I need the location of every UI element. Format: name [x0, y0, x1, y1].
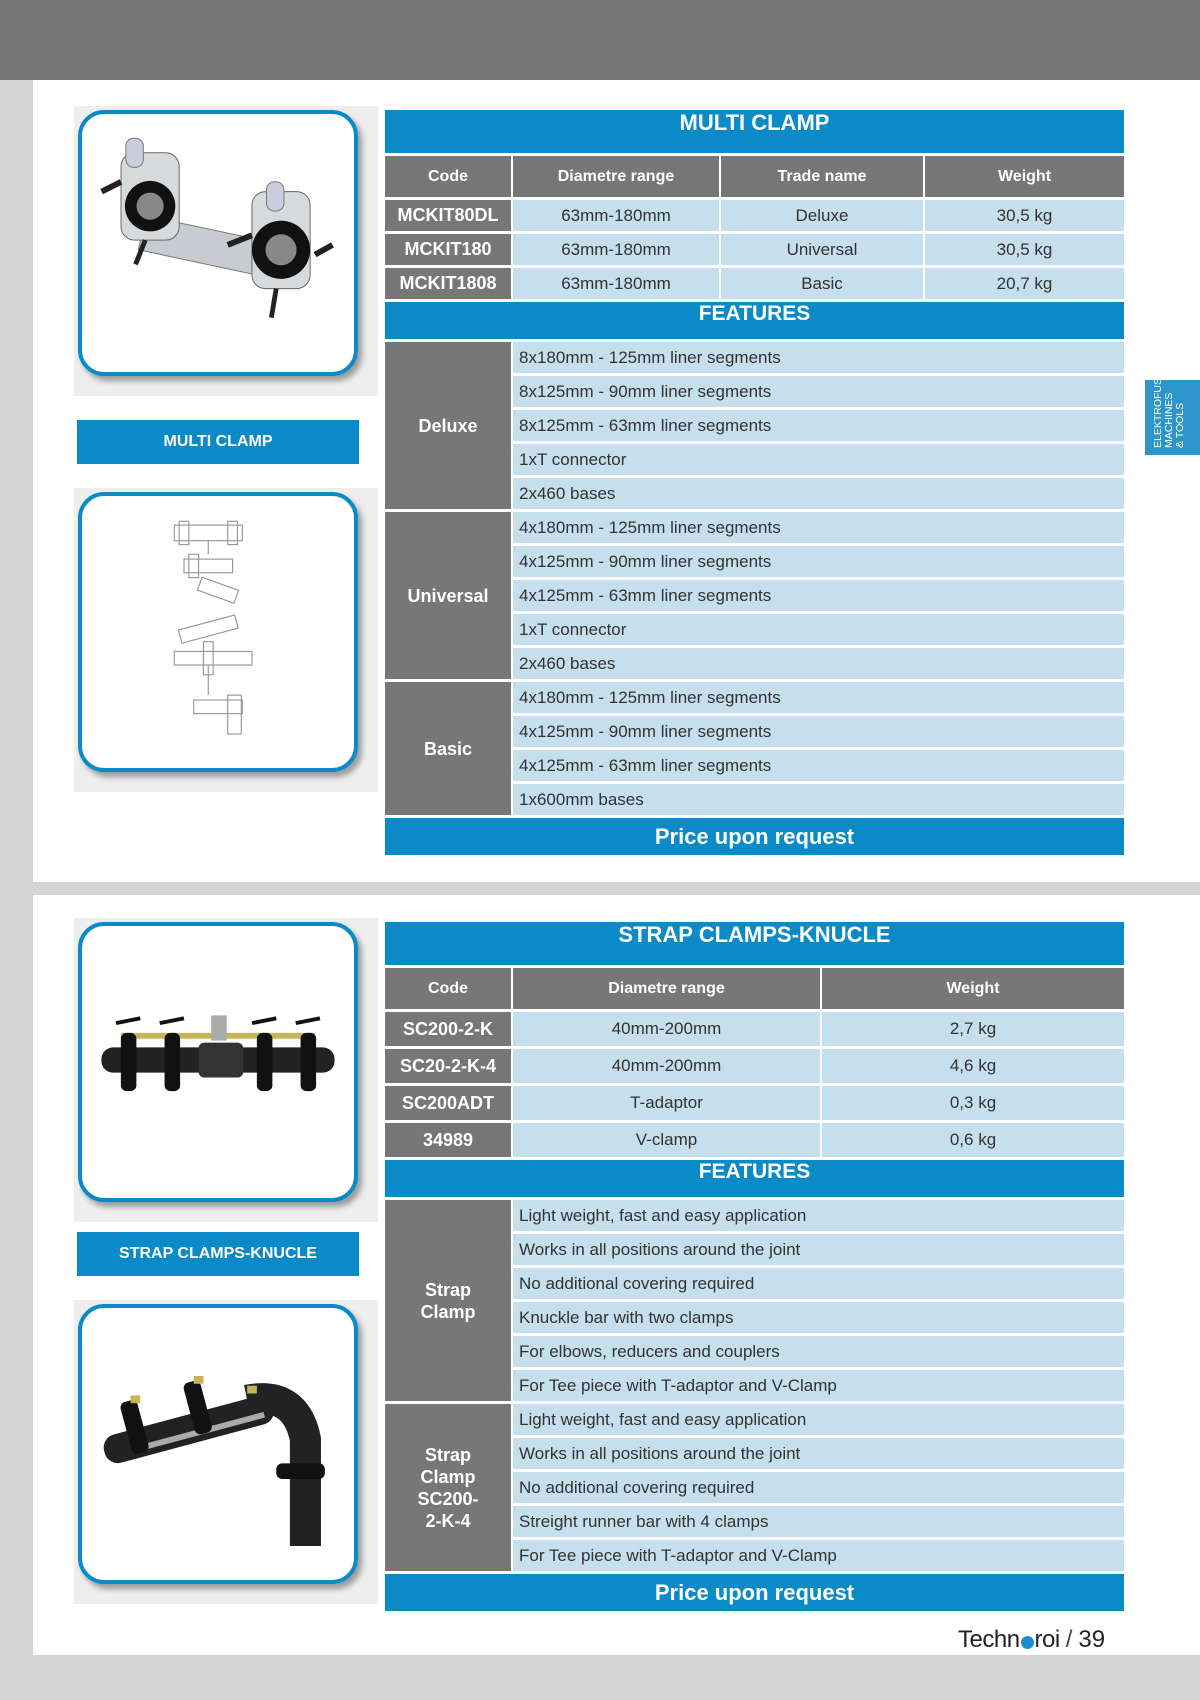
cell-diametre: 40mm-200mm	[513, 1049, 820, 1083]
feature-group-label: Strap Clamp	[385, 1200, 511, 1401]
feature-item: 4x125mm - 63mm liner segments	[513, 750, 1124, 781]
feature-item: 4x125mm - 63mm liner segments	[513, 580, 1124, 611]
feature-item: For Tee piece with T-adaptor and V-Clamp	[513, 1370, 1124, 1401]
table-row	[385, 1086, 1124, 1120]
strap-clamps-elbow-photo	[74, 1300, 378, 1604]
feature-item: 8x125mm - 90mm liner segments	[513, 376, 1124, 407]
top-bar	[0, 0, 1200, 80]
feature-item: 2x460 bases	[513, 478, 1124, 509]
feature-item: 4x125mm - 90mm liner segments	[513, 716, 1124, 747]
cell-code: 34989	[385, 1123, 511, 1157]
strap-clamps-caption: STRAP CLAMPS-KNUCLE	[77, 1232, 359, 1276]
side-tab-label: ELEKTROFUSION MACHINES & TOOLS	[1152, 359, 1186, 448]
feature-item: No additional covering required	[513, 1472, 1124, 1503]
cell-trade-name: Universal	[721, 234, 923, 265]
strap-clamps-photo	[74, 918, 378, 1222]
col-header-weight: Weight	[925, 156, 1124, 197]
col-header-diametre: Diametre range	[513, 968, 820, 1009]
feature-group-basic	[385, 682, 1124, 815]
brand-logo: Techn roi	[958, 1626, 1060, 1653]
cell-weight: 2,7 kg	[822, 1012, 1124, 1046]
feature-item: Light weight, fast and easy application	[513, 1404, 1124, 1435]
feature-group-label: Strap Clamp SC200- 2-K-4	[385, 1404, 511, 1571]
feature-item: Works in all positions around the joint	[513, 1438, 1124, 1469]
table-row	[385, 200, 1124, 231]
cell-code: MCKIT80DL	[385, 200, 511, 231]
table-row	[385, 1012, 1124, 1046]
multi-clamp-photo	[74, 106, 378, 396]
feature-item: Streight runner bar with 4 clamps	[513, 1506, 1124, 1537]
feature-group-universal	[385, 512, 1124, 679]
cell-diametre: 40mm-200mm	[513, 1012, 820, 1046]
feature-group-label: Universal	[385, 512, 511, 679]
footer-separator: /	[1065, 1626, 1073, 1653]
feature-item: For elbows, reducers and couplers	[513, 1336, 1124, 1367]
cell-weight: 30,5 kg	[925, 234, 1124, 265]
page-footer	[958, 1624, 1105, 1656]
feature-item: For Tee piece with T-adaptor and V-Clamp	[513, 1540, 1124, 1571]
cell-diametre: 63mm-180mm	[513, 200, 719, 231]
cell-diametre: V-clamp	[513, 1123, 820, 1157]
feature-group-deluxe	[385, 342, 1124, 509]
feature-group-label: Basic	[385, 682, 511, 815]
cell-weight: 0,3 kg	[822, 1086, 1124, 1120]
multi-clamp-illustration	[82, 114, 354, 372]
table-row	[385, 268, 1124, 299]
features-title: FEATURES	[385, 302, 1124, 339]
feature-item: 1xT connector	[513, 614, 1124, 645]
feature-item: 1xT connector	[513, 444, 1124, 475]
cell-trade-name: Basic	[721, 268, 923, 299]
price-banner: Price upon request	[385, 1574, 1124, 1611]
feature-group-label: Deluxe	[385, 342, 511, 509]
col-header-code: Code	[385, 968, 511, 1009]
table-title: MULTI CLAMP	[385, 110, 1124, 153]
brand-dot-icon	[1021, 1636, 1034, 1649]
multi-clamp-drawing	[82, 496, 354, 768]
col-header-diametre: Diametre range	[513, 156, 719, 197]
strap-clamps-illustration	[82, 926, 354, 1198]
feature-item: 2x460 bases	[513, 648, 1124, 679]
cell-code: SC200-2-K	[385, 1012, 511, 1046]
feature-item: 1x600mm bases	[513, 784, 1124, 815]
feature-group-strap-clamp-sc200	[385, 1404, 1124, 1571]
table-row	[385, 234, 1124, 265]
cell-weight: 0,6 kg	[822, 1123, 1124, 1157]
feature-item: Works in all positions around the joint	[513, 1234, 1124, 1265]
cell-diametre: 63mm-180mm	[513, 268, 719, 299]
cell-trade-name: Deluxe	[721, 200, 923, 231]
feature-item: No additional covering required	[513, 1268, 1124, 1299]
cell-weight: 30,5 kg	[925, 200, 1124, 231]
price-banner: Price upon request	[385, 818, 1124, 855]
col-header-weight: Weight	[822, 968, 1124, 1009]
feature-item: Knuckle bar with two clamps	[513, 1302, 1124, 1333]
features-title: FEATURES	[385, 1160, 1124, 1197]
page-number: 39	[1078, 1626, 1106, 1653]
strap-clamps-table	[385, 922, 1124, 1611]
table-row	[385, 1123, 1124, 1157]
table-header-row	[385, 968, 1124, 1009]
table-title: STRAP CLAMPS-KNUCLE	[385, 922, 1124, 965]
feature-item: 4x125mm - 90mm liner segments	[513, 546, 1124, 577]
cell-code: MCKIT1808	[385, 268, 511, 299]
table-header-row	[385, 156, 1124, 197]
col-header-trade-name: Trade name	[721, 156, 923, 197]
feature-item: 8x125mm - 63mm liner segments	[513, 410, 1124, 441]
feature-item: 8x180mm - 125mm liner segments	[513, 342, 1124, 373]
multi-clamp-caption: MULTI CLAMP	[77, 420, 359, 464]
table-row	[385, 1049, 1124, 1083]
cell-code: SC20-2-K-4	[385, 1049, 511, 1083]
feature-item: 4x180mm - 125mm liner segments	[513, 682, 1124, 713]
col-header-code: Code	[385, 156, 511, 197]
strap-clamps-elbow-illustration	[82, 1308, 354, 1580]
multi-clamp-diagram	[74, 488, 378, 792]
multi-clamp-table	[385, 110, 1124, 855]
cell-diametre: 63mm-180mm	[513, 234, 719, 265]
cell-code: MCKIT180	[385, 234, 511, 265]
feature-group-strap-clamp	[385, 1200, 1124, 1401]
feature-item: Light weight, fast and easy application	[513, 1200, 1124, 1231]
feature-item: 4x180mm - 125mm liner segments	[513, 512, 1124, 543]
cell-code: SC200ADT	[385, 1086, 511, 1120]
cell-weight: 4,6 kg	[822, 1049, 1124, 1083]
cell-weight: 20,7 kg	[925, 268, 1124, 299]
cell-diametre: T-adaptor	[513, 1086, 820, 1120]
